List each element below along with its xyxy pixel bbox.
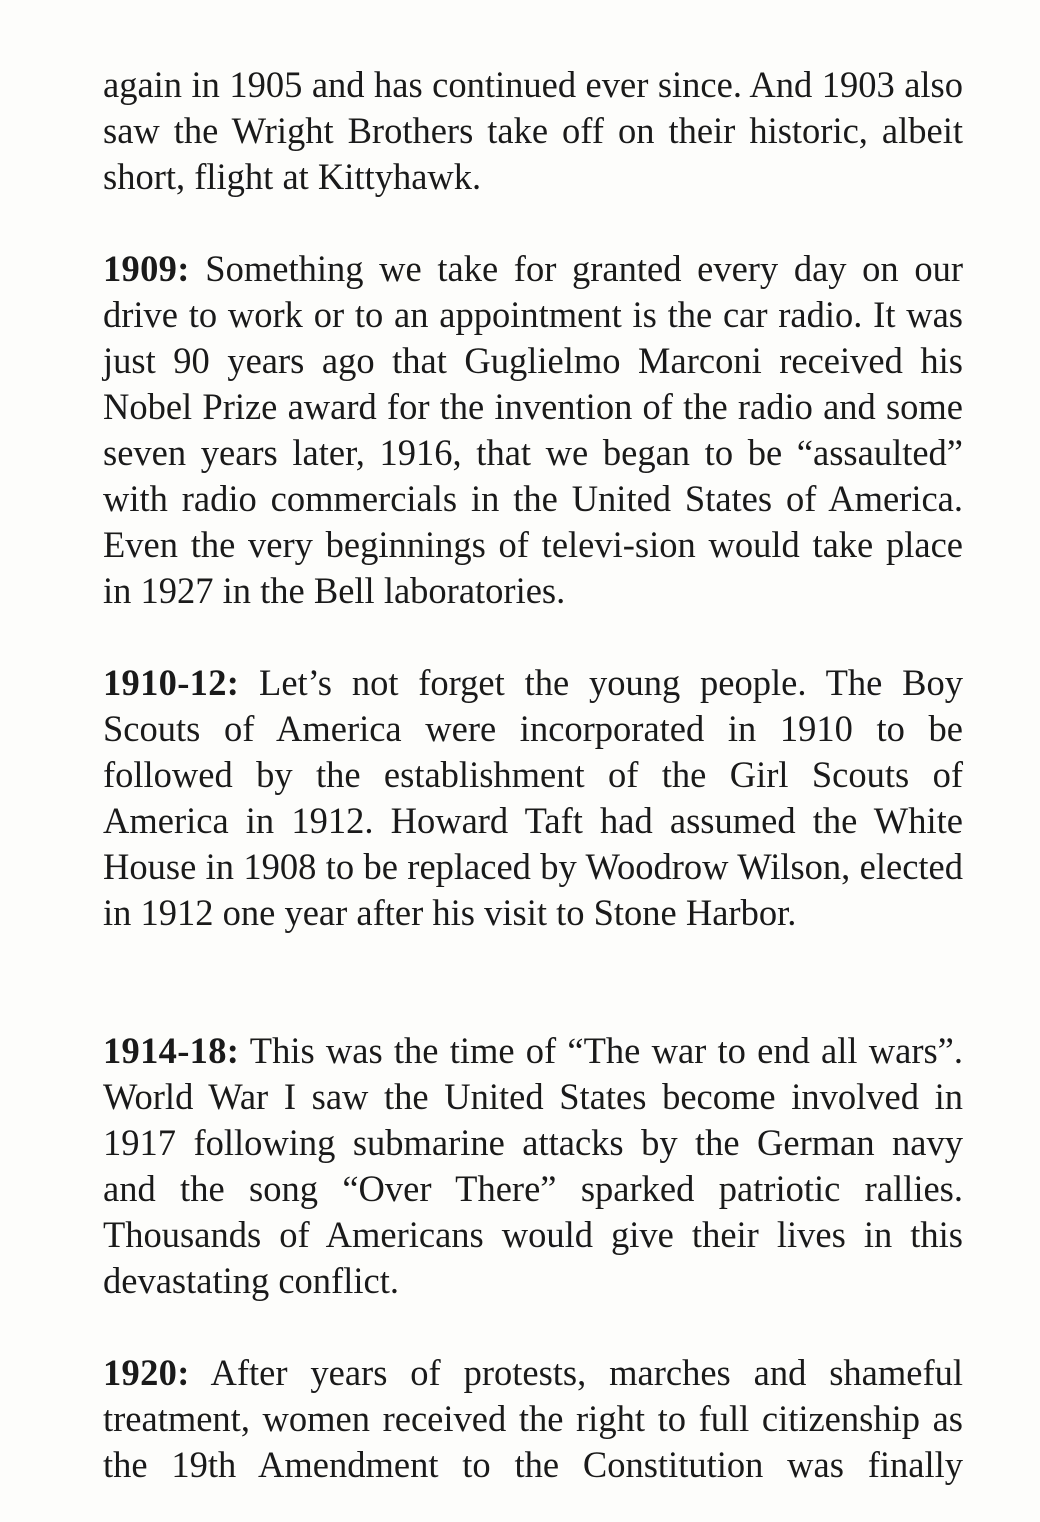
year-label: 1920: bbox=[103, 1352, 190, 1393]
paragraph bbox=[103, 246, 963, 614]
paragraph bbox=[103, 660, 963, 936]
paragraph-text: Something we take for granted every day on our drive to work or to an appointment is the car radio. It was just 90 years ago that Guglielmo Marconi received his Nobel Prize award for the invention of the radio and some seven years later, 1916, that we began to be “assaulted” with radio commercials in the United States of America. Even the very beginnings of televi-sion would take place in 1927 in the Bell laboratories. bbox=[103, 248, 963, 611]
paragraph-text: This was the time of “The war to end all wars”. World War I saw the United States become involved in 1917 following submarine attacks by the German navy and the song “Over There” sparked patriotic rallies. Thousands of Americans would give their lives in this devastating conflict. bbox=[103, 1030, 963, 1301]
document-page bbox=[103, 62, 963, 1488]
year-label: 1914-18: bbox=[103, 1030, 240, 1071]
paragraph-text: After years of protests, marches and shameful treatment, women received the right to full citizenship as the 19th Amendment to the Constitution was finally bbox=[103, 1352, 963, 1485]
section-1910-12 bbox=[103, 660, 963, 936]
section-intro bbox=[103, 62, 963, 200]
paragraph bbox=[103, 62, 963, 200]
section-1909 bbox=[103, 246, 963, 614]
year-label: 1909: bbox=[103, 248, 190, 289]
year-label: 1910-12: bbox=[103, 662, 240, 703]
paragraph-text: again in 1905 and has continued ever since. And 1903 also saw the Wright Brothers take off on their historic, albeit short, flight at Kittyhawk. bbox=[103, 64, 963, 197]
paragraph bbox=[103, 1028, 963, 1304]
section-1920 bbox=[103, 1350, 963, 1488]
paragraph-text: Let’s not forget the young people. The Boy Scouts of America were incorporated in 1910 to be followed by the establishment of the Girl Scouts of America in 1912. Howard Taft had assumed the White House in 1908 to be replaced by Woodrow Wilson, elected in 1912 one year after his visit to Stone Harbor. bbox=[103, 662, 963, 933]
section-1914-18 bbox=[103, 1028, 963, 1304]
paragraph bbox=[103, 1350, 963, 1488]
